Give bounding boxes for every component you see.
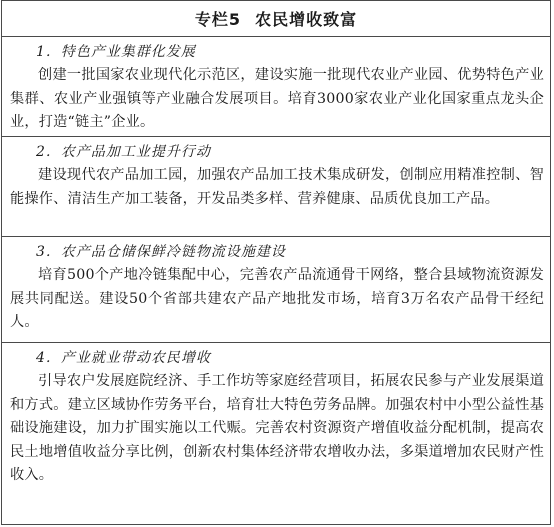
section-body: 培育500个产地冷链集配中心，完善农产品流通骨干网络，整合县域物流资源发展共同配送。建设50个省部共建农产品产地批发市场，培育3万名农产品骨干经纪人。 — [10, 267, 544, 330]
section-heading: 3．农产品仓储保鲜冷链物流设施建设 — [36, 244, 286, 260]
box-title-prefix: 专栏5 — [194, 10, 242, 29]
section-1 — [2, 37, 550, 137]
box-title-main: 农民增收致富 — [255, 10, 358, 29]
feature-box — [1, 0, 551, 525]
section-3 — [2, 237, 550, 343]
section-heading: 4．产业就业带动农民增收 — [36, 350, 211, 366]
section-body: 创建一批国家农业现代化示范区，建设实施一批现代农业产业园、优势特色产业集群、农业产业强镇等产业融合发展项目。培育3000家农业产业化国家重点龙头企业，打造“链主”企业。 — [10, 67, 544, 130]
section-heading: 2．农产品加工业提升行动 — [36, 144, 211, 160]
section-body: 引导农户发展庭院经济、手工作坊等家庭经营项目，拓展农民参与产业发展渠道和方式。建立区域协作劳务平台，培育壮大特色劳务品牌。加强农村中小型公益性基础设施建设，加力扩围实施以工代赈。完善农村资源资产增值收益分配机制，提高农民土地增值收益分享比例，创新农村集体经济带农增收办法，多渠道增加农民财产性收入。 — [10, 373, 544, 483]
section-heading: 1．特色产业集群化发展 — [36, 44, 196, 60]
section-2 — [2, 137, 550, 237]
box-title — [2, 1, 550, 37]
section-body: 建设现代农产品加工园，加强农产品加工技术集成研发，创制应用精准控制、智能操作、清洁生产加工装备，开发品类多样、营养健康、品质优良加工产品。 — [10, 167, 544, 207]
section-4 — [2, 343, 550, 525]
